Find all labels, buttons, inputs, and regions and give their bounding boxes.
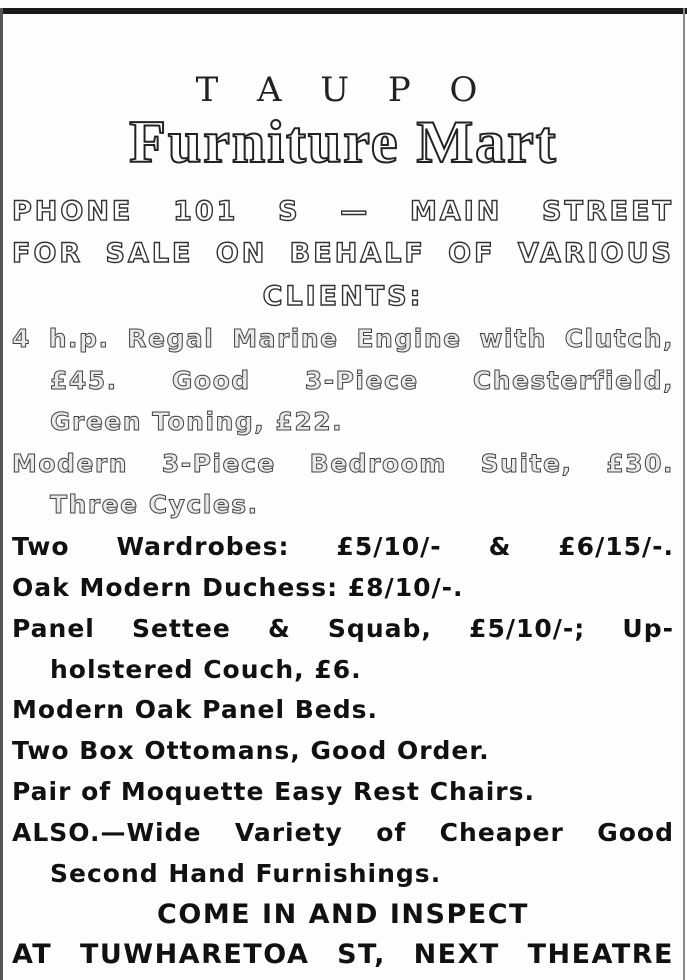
item-settee-line1: Panel Settee & Squab, £5/10/-; Up-	[12, 614, 674, 643]
footer-line2: AT TUWHARETOA ST, NEXT THEATRE	[12, 939, 674, 970]
phone-number: PHONE 101 S	[12, 196, 301, 227]
phone-address-line	[12, 196, 674, 227]
item-engine-line2: £45. Good 3-Piece Chesterfield,	[50, 366, 674, 395]
item-also-line1: ALSO.—Wide Variety of Cheaper Good	[12, 818, 674, 847]
item-chairs: Pair of Moquette Easy Rest Chairs.	[12, 777, 536, 806]
ad-title-town: T A U P O	[195, 70, 492, 110]
item-engine-line3: Green Toning, £22.	[50, 407, 344, 436]
sale-heading-line2: CLIENTS:	[262, 281, 424, 312]
item-also-line2: Second Hand Furnishings.	[50, 859, 442, 888]
ad-title-business: Furniture Mart	[129, 109, 558, 175]
item-bedroom-line1: Modern 3-Piece Bedroom Suite, £30.	[12, 449, 674, 478]
item-beds: Modern Oak Panel Beds.	[12, 695, 379, 724]
item-duchess: Oak Modern Duchess: £8/10/-.	[12, 573, 464, 602]
item-wardrobes: Two Wardrobes: £5/10/- & £6/15/-.	[12, 532, 674, 561]
item-bedroom-line2: Three Cycles.	[50, 490, 259, 519]
item-settee-line2: holstered Couch, £6.	[50, 655, 362, 684]
sale-heading-line1: FOR SALE ON BEHALF OF VARIOUS	[12, 238, 674, 269]
footer-line1: COME IN AND INSPECT	[157, 899, 529, 930]
item-ottomans: Two Box Ottomans, Good Order.	[12, 736, 490, 765]
street-address: MAIN STREET	[409, 196, 674, 227]
separator-dash: —	[340, 196, 371, 227]
item-engine-line1: 4 h.p. Regal Marine Engine with Clutch,	[12, 324, 674, 353]
